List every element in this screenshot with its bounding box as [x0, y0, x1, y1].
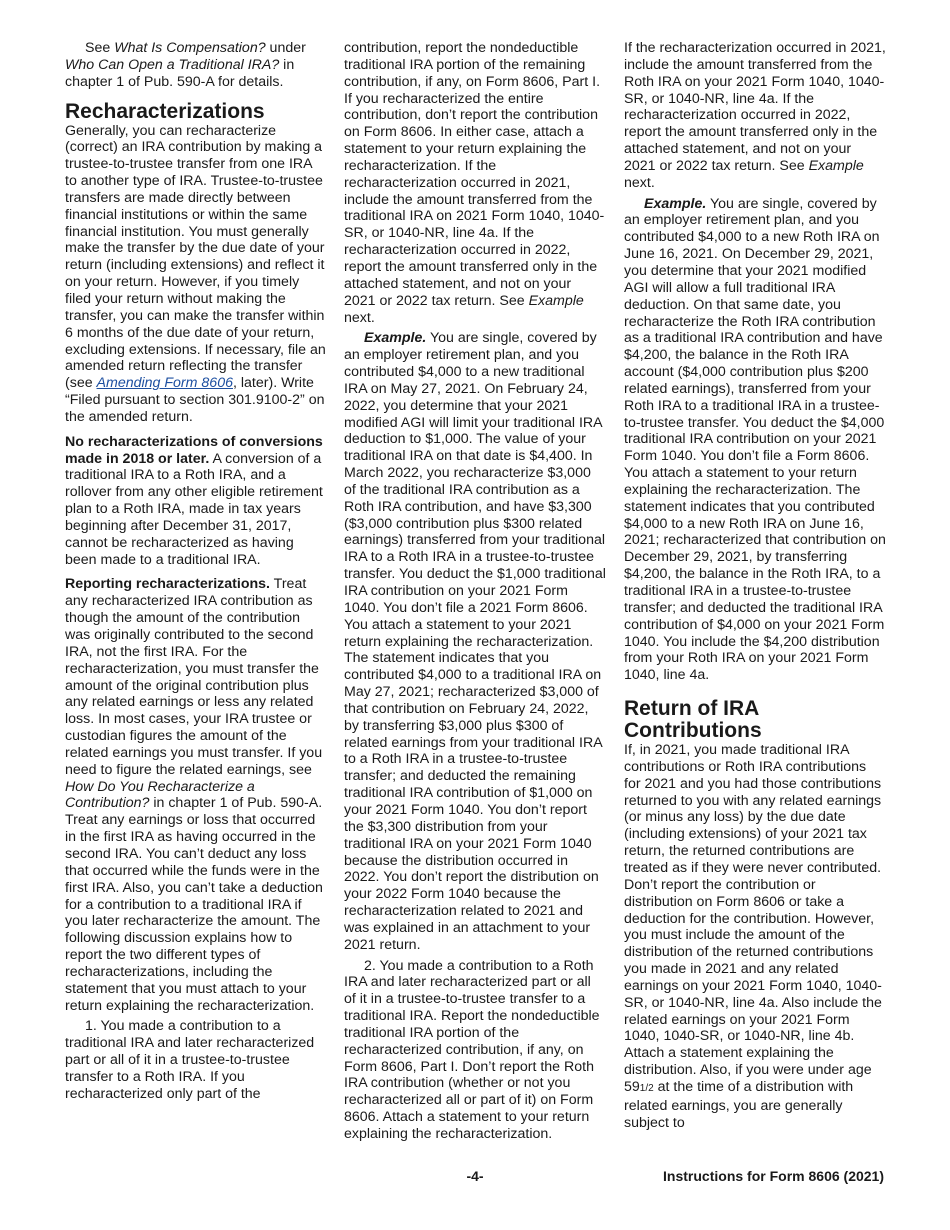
roth-recharacterization-paragraph: If the recharacterization occurred in 2021, include the amount transferred from the Roth IRA on your 2021 Form 1040, 1040-SR, or 1040-NR, line 4a. If the recharacterization occurred in 2022, report the amount transferred only in the attached statement, and not on your 2021 or 2022 tax return. See Example next.: [624, 40, 886, 191]
recharacterizations-paragraph: Generally, you can recharacterize (correct) an IRA contribution by making a trustee-to-trustee transfer from one IRA to another type of IRA. Trustee-to-trustee transfers are made directly between financial institutions or within the same financial institution. You must generally make the transfer by the due date of your return (including extensions) and reflect it on your return. However, if you timely filed your return without making the transfer, you can make the transfer within 6 months of the due date of your return, excluding extensions. If necessary, file an amended return reflecting the transfer (see Amending Form 8606, later). Write “Filed pursuant to section 301.9100-2” on the amended return.: [65, 122, 326, 425]
fraction-half: 1/2: [639, 1082, 654, 1094]
column-left: [65, 40, 327, 1103]
page-number: -4-: [466, 1168, 484, 1184]
recharacterizations-heading: Recharacterizations: [65, 99, 265, 123]
column-right: [624, 40, 886, 1131]
amending-form-8606-link[interactable]: Amending Form 8606: [96, 375, 233, 392]
no-recharacterizations-paragraph: No recharacterizations of conversions made in 2018 or later. A conversion of a traditional IRA to a Roth IRA, and a rollover from any other eligible retirement plan to a Roth IRA, made in tax years beginning after December 31, 2017, cannot be recharacterized as having been made to a traditional IRA.: [65, 433, 323, 568]
recharacterization-continued-paragraph: contribution, report the nondeductible traditional IRA portion of the remaining contribution, if any, on Form 8606, Part I. If you recharacterized the entire contribution, don’t report the contribution on Form 8606. In either case, attach a statement to your return explaining the recharacterization. If the recharacterization occurred in 2021, include the amount transferred from the traditional IRA on 2021 Form 1040, 1040-SR, or 1040-NR, line 4a. If the recharacterization occurred in 2022, report the amount transferred only in the attached statement, and not on your 2021 or 2022 tax return. See Example next.: [344, 40, 605, 326]
return-of-ira-contributions-paragraph: If, in 2021, you made traditional IRA contributions or Roth IRA contributions for 2021 and you had those contributions returned to you with any related earnings (or minus any loss) by the due date (including extensions) of your 2021 tax return, the returned contributions are treated as if they were never contributed. Don’t report the contribution or distribution on Form 8606 or take a deduction for the contribution. However, you must include the amount of the distribution of the returned contributions you made in 2021 and any related earnings on your 2021 Form 1040, 1040-SR, or 1040-NR, line 4a. Also include the related earnings on your 2021 Form 1040, 1040-SR, or 1040-NR, line 4b. Attach a statement explaining the distribution. Also, if you were under age 591/2 at the time of a distribution with related earnings, you are generally subject to: [624, 742, 882, 1131]
example-traditional-ira: Example. You are single, covered by an employer retirement plan, and you contributed $4,000 to a new traditional IRA on May 27, 2021. On February 24, 2022, you determine that your 2021 modified AGI will limit your traditional IRA deduction to $1,000. The value of your traditional IRA on that date is $4,400. In March 2022, you recharacterize $3,000 of the traditional IRA contribution as a Roth IRA contribution, and have $3,300 ($3,000 contribution plus $300 related earnings) transferred from your traditional IRA to a Roth IRA in a trustee-to-trustee transfer. You deduct the $1,000 traditional IRA contribution on your 2021 Form 1040. You don’t file a 2021 Form 8606. You attach a statement to your 2021 return explaining the recharacterization. The statement indicates that you contributed $4,000 to a traditional IRA on May 27, 2021; recharacterized $3,000 of that contribution on February 24, 2022, by transferring $3,000 plus $300 of related earnings from your traditional IRA to a Roth IRA in a trustee-to-trustee transfer; and deducted the remaining traditional IRA contribution of $1,000 on your 2021 Form 1040. You don’t report the $3,300 distribution from your traditional IRA on your 2021 Form 1040 because the distribution occurred in 2022. You don’t report the distribution on your 2022 Form 1040 because the recharacterization related to 2021 and was explained in an attachment to your 2021 return.: [344, 330, 606, 953]
column-middle: [344, 40, 606, 1143]
no-recharacterizations-heading: No recharacterizations of conversions made in 2018 or later.: [65, 433, 323, 467]
intro-paragraph: See What Is Compensation? under Who Can Open a Traditional IRA? in chapter 1 of Pub. 590-A for details.: [65, 40, 306, 90]
reporting-recharacterizations-paragraph: Reporting recharacterizations. Treat any recharacterized IRA contribution as though the amount of the contribution was originally contributed to the second IRA, not the first IRA. For the recharacterization, you must transfer the amount of the original contribution plus any related earnings or less any related loss. In most cases, your IRA trustee or custodian figures the amount of the related earnings you must transfer. If you need to figure the related earnings, see How Do You Recharacterize a Contribution? in chapter 1 of Pub. 590-A. Treat any earnings or loss that occurred in the first IRA as having occurred in the second IRA. You can’t deduct any loss that occurred while the funds were in the first IRA. Also, you can’t take a deduction for a contribution to a traditional IRA if you later recharacterize the amount. The following discussion explains how to report the two different types of recharacterizations, including the statement that you must attach to your return explaining the recharacterization.: [65, 576, 323, 1014]
example-label: Example.: [364, 330, 427, 347]
list-item-1: 1. You made a contribution to a traditional IRA and later recharacterized part or all of it in a trustee-to-trustee transfer to a Roth IRA. If you recharacterized only part of the: [65, 1018, 315, 1102]
document-title: Instructions for Form 8606 (2021): [663, 1168, 884, 1184]
list-item-2: 2. You made a contribution to a Roth IRA and later recharacterized part or all of it in a trustee-to-trustee transfer to a traditional IRA. Report the nondeductible traditional IRA portion of the recharacterized contribution, if any, on Form 8606, Part I. Don’t report the Roth IRA contribution (whether or not you recharacterized all or part of it) on Form 8606. Attach a statement to your return explaining the recharacterization.: [344, 957, 600, 1142]
example-roth-ira: Example. You are single, covered by an employer retirement plan, and you contributed $4,000 to a new Roth IRA on June 16, 2021. On December 29, 2021, you determine that your 2021 modified AGI will allow a full traditional IRA deduction. On that same date, you recharacterize the Roth IRA contribution as a traditional IRA contribution and have $4,200, the balance in the Roth IRA account ($4,000 contribution plus $200 related earnings), transferred from your Roth IRA to a traditional IRA in a trustee-to-trustee transfer. You deduct the $4,000 traditional IRA contribution on your 2021 Form 1040. You don’t file a Form 8606. You attach a statement to your return explaining the recharacterization. The statement indicates that you contributed $4,000 to a new Roth IRA on June 16, 2021; recharacterized that contribution on December 29, 2021, by transferring $4,200, the balance in the Roth IRA, to a traditional IRA in a trustee-to-trustee transfer; and deducted the traditional IRA contribution of $4,000 on your 2021 Form 1040. You include the $4,200 distribution from your Roth IRA on your 2021 Form 1040, line 4a.: [624, 195, 886, 684]
example-label: Example.: [644, 195, 707, 212]
reporting-recharacterizations-heading: Reporting recharacterizations.: [65, 576, 270, 593]
return-of-ira-contributions-heading: Return of IRA Contributions: [624, 697, 762, 743]
